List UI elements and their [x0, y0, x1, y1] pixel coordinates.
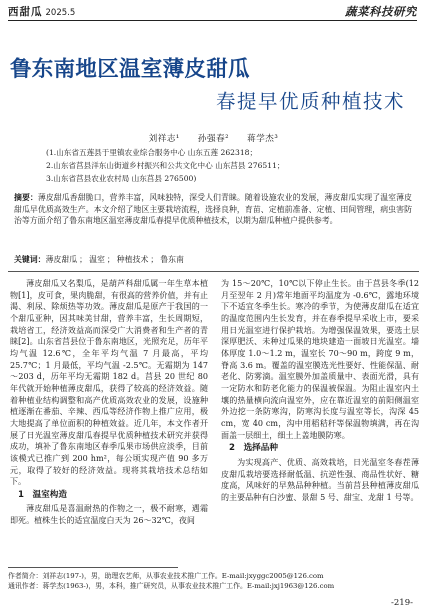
keywords: 关键词：薄皮甜瓜 ； 温室 ； 种植技术 ； 鲁东南: [14, 255, 184, 264]
footnote-corresponding: 通讯作者：蒋学杰(1963-)，男，本科，推广研究员，从事农业技术推广工作。E-mail:jxj1963@126.com: [8, 582, 335, 590]
header-divider: [8, 20, 417, 21]
section-heading-greenhouse: 1 温室构造: [18, 489, 67, 500]
affiliation-2: 2.山东省莒县洋东山街道乡村振兴和公共文化中心 山东莒县 276511；: [46, 161, 285, 170]
author-list: [0, 132, 427, 144]
page-number: -219-: [391, 598, 413, 608]
greenhouse-paragraph: 薄皮甜瓜是喜温耐热的作物之一，极不耐寒，遇霜即死。植株生长的适宜温度白天为 26～32℃，夜间: [10, 504, 208, 526]
keyword-3: 种植技术: [116, 255, 149, 264]
footnote-author: 作者简介：刘祥志(197-)，男，助理农艺师，从事农业技术推广工作。E-mail:jxyggc2005@126.com: [8, 572, 324, 580]
affiliations: [46, 146, 285, 185]
author-1: 刘祥志¹: [148, 134, 180, 144]
keyword-2: 温室: [89, 255, 105, 264]
greenhouse-paragraph-continued: 为 15～20℃，10℃以下停止生长。由于莒县冬季(12 月至翌年 2 月)常年地面平均温度为 -0.6℃，露地环境下不适宜冬季生长。寒冷的季节，为使薄皮甜瓜在适宜的温度范围内生长发育，并在春季提早采收上市，要采用日光温室进行保护栽培。为增强保温效果，要选土层深厚肥沃、未种过瓜果的地块建造一面坡日光温室。墙体厚度 1.0～1.2 m，温室长 70～90 m，跨度 9 m，脊高 3.6 m。覆盖的温室膜选光性要好、性能保温、耐老化、防雾滴。温室膜外加盖质量中、表面光滑，具有一定防水和防老化能力的保温被保温。为阻止温室内土壤的热量横向流向温室外，应在靠近温室的前阳侧温室外边挖一条防寒沟，防寒沟长度与温室等长，沟深 45 cm，宽 40 cm，沟中用稻秸秆等保温物填满，再在沟面盖一层细土，细土上盖地膜防寒。: [221, 279, 419, 440]
body-column-right: [221, 278, 419, 504]
body-column-left: [10, 278, 208, 528]
journal-issue: 2025.5: [45, 8, 76, 18]
footnote-divider: [8, 567, 178, 568]
keywords-divider: [8, 271, 419, 272]
abstract: [14, 192, 412, 227]
abstract-label: 摘要：: [14, 193, 38, 202]
abstract-text: 薄皮甜瓜香甜脆口，营养丰富，风味独特，深受人们青睐。随着设施农业的发展，薄皮甜瓜实现了温室薄皮甜瓜早优质高效生产。本文介绍了地区主要栽培流程，选择良种，育苗、定植前准备、定植、田间管理，病虫害防治等方面介绍了鲁东南地区温室薄皮甜瓜春提早优质种植技术，以期为甜瓜种植户提供参考。: [14, 193, 412, 226]
affiliation-1: (1.山东省五莲县于里镇农业综合服务中心 山东五莲 262318；: [46, 148, 258, 157]
section-heading-variety: 2 选择品种: [229, 443, 278, 454]
journal-name: [8, 4, 75, 19]
keyword-1: 薄皮甜瓜: [45, 255, 78, 264]
keyword-4: 鲁东南: [160, 255, 184, 264]
journal-logo: [333, 2, 417, 19]
running-header: [8, 0, 417, 22]
affiliation-3: 3.山东省莒县农业农村局 山东莒县 276500): [46, 174, 197, 183]
footnotes: [8, 571, 334, 591]
article-subtitle: 春提早优质种植技术: [215, 90, 405, 113]
author-3: 蒋学杰³: [247, 134, 279, 144]
journal-title: 西甜瓜: [8, 6, 43, 18]
intro-paragraph: 薄皮甜瓜又名梨瓜，是葫芦科甜瓜属一年生草本植物[1]，皮可食，果肉脆甜，有很高的营养价值，并有止渴、利尿、除烦热等功效。薄皮甜瓜是原产于我国的一个甜瓜亚种，因其味美甘甜，营养丰富，生长周期短，栽培省工，经济效益高而深受广大消费者和生产者的青睐[2]。山东省莒县位于鲁东南地区，光照充足，历年平均气温 12.6℃，全年平均气温 7 月最高，平均 25.7℃；1 月最低，平均气温 -2.5℃。无霜期为 147～203 d，历年平均无霜期 182 d。莒县 20 世纪 80 年代就开始种植薄皮甜瓜，获得了较高的经济效益。随着种植业结构调整和高产优质高效农业的发展，设施种植逐渐在番茄、辛辣、西瓜等经济作物上推广应用，极大地提高了单位面积的种植效益。近几年，本文作者开展了日光温室薄皮甜瓜春提早优质种植技术研究并获得成功，填补了鲁东南地区春季瓜果市场供应淡季，目前该模式已推广到 200 hm²，每公顷实现产值 90 多万元，取得了较好的经济效益。现将其栽培技术总结如下。: [10, 279, 208, 487]
article-title: 鲁东南地区温室薄皮甜瓜: [10, 57, 250, 82]
variety-paragraph: 为实现高产、优质、高效栽培，日光温室冬春茬薄皮甜瓜栽培要选择耐低温、抗逆性强、商品性状好、糖度高，风味好的早熟品种种植。当前莒县种植薄皮甜瓜的主要品种有白沙蜜、景甜 5 号、甜宝、龙甜 1 号等。: [221, 457, 419, 502]
author-2: 孙强春²: [197, 134, 230, 144]
svg-text:蔬菜科技研究: 蔬菜科技研究: [345, 4, 417, 19]
keywords-label: 关键词：: [14, 255, 46, 264]
